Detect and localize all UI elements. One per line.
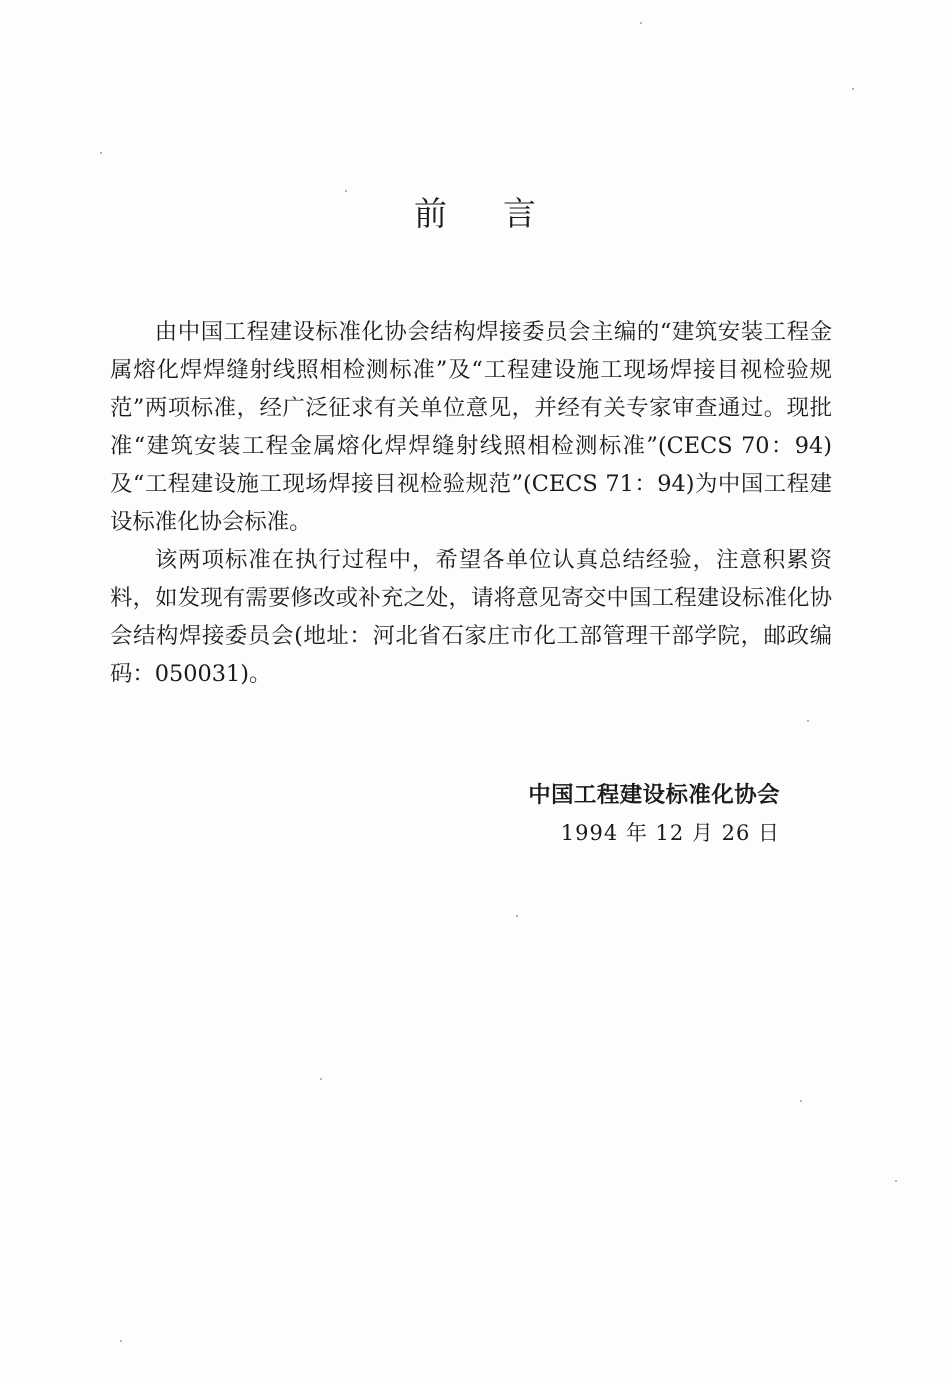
page-title — [0, 192, 950, 236]
signature-block — [528, 776, 780, 852]
issue-date: 1994 年 12 月 26 日 — [560, 821, 780, 845]
preface-body — [110, 313, 832, 693]
scan-speck — [120, 1340, 122, 1342]
issuing-organization: 中国工程建设标准化协会 — [528, 782, 780, 808]
paragraph-approval: 由中国工程建设标准化协会结构焊接委员会主编的“建筑安装工程金属熔化焊焊缝射线照相检测标准”及“工程建设施工现场焊接目视检验规范”两项标准，经广泛征求有关单位意见，并经有关专家审查通过。现批准“建筑安装工程金属熔化焊焊缝射线照相检测标准”(CECS 70：94)及“工程建设施工现场焊接目视检验规范”(CECS 71：94)为中国工程建设标准化协会标准。 — [110, 319, 832, 535]
scan-speck — [640, 22, 642, 24]
paragraph-feedback: 该两项标准在执行过程中，希望各单位认真总结经验，注意积累资料，如发现有需要修改或补充之处，请将意见寄交中国工程建设标准化协会结构焊接委员会(地址：河北省石家庄市化工部管理干部学院，邮政编码：050031)。 — [110, 547, 832, 687]
scan-speck — [807, 720, 809, 722]
scan-speck — [345, 190, 347, 192]
scan-speck — [800, 1100, 802, 1102]
title-char-qian: 前 — [414, 194, 447, 233]
scan-speck — [516, 915, 518, 917]
scan-speck — [895, 1180, 897, 1182]
scan-speck — [100, 152, 102, 154]
title-char-yan: 言 — [503, 194, 536, 233]
scan-speck — [320, 1078, 322, 1080]
scan-speck — [852, 88, 854, 90]
